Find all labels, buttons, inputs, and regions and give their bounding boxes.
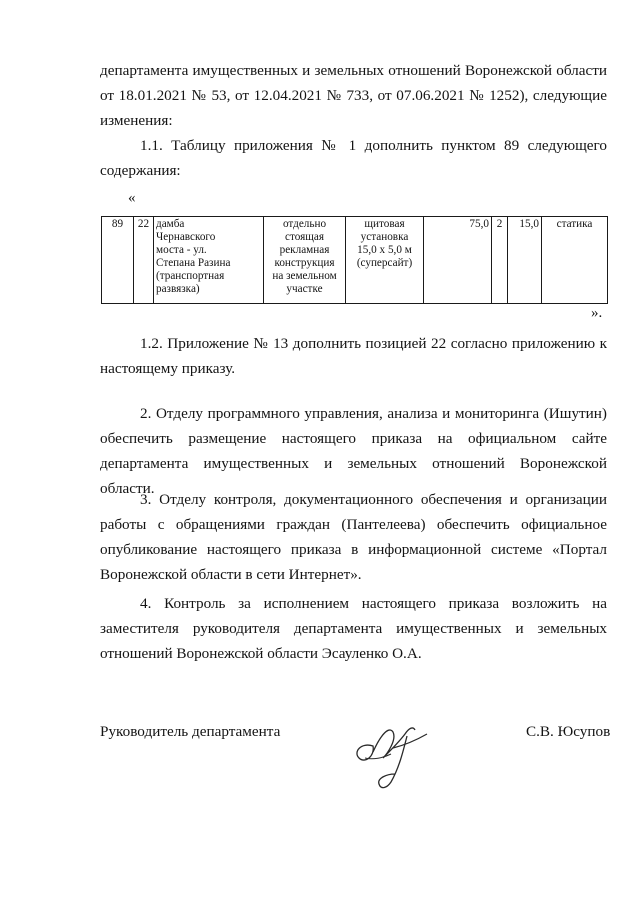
cell-line: (транспортная (156, 270, 225, 282)
advertising-structure-table (101, 216, 608, 304)
text-line: опубликование настоящего приказа в информационной системе «Портал (100, 541, 607, 558)
text-line: работы с обращениями граждан (Пантелеева) обеспечить официальное (100, 516, 607, 533)
cell-line: щитовая (364, 218, 405, 230)
text-line: 1.1. Таблицу приложения № 1 дополнить пунктом 89 следующего (140, 137, 607, 154)
text-line: департамента имущественных и земельных отношений Воронежской (100, 455, 607, 472)
text-line: 3. Отделу контроля, документационного обеспечения и организации (140, 491, 607, 508)
cell-line: Чернавского (156, 231, 216, 243)
table-cell-area: 75,0 (424, 217, 492, 304)
closing-quote: ». (591, 305, 603, 321)
text-line: заместителя руководителя департамента имущественных и земельных (100, 620, 607, 637)
table-cell-structure-type (264, 217, 346, 304)
item-1-1-paragraph (100, 133, 607, 183)
text-line: Воронежской области в сети Интернет». (100, 566, 362, 583)
cell-line: дамба (156, 218, 185, 230)
table-cell-field-area: 15,0 (508, 217, 542, 304)
cell-line: (суперсайт) (356, 257, 413, 269)
text-line: обеспечить размещение настоящего приказа на официальном сайте (100, 430, 607, 447)
cell-line: стоящая (285, 231, 324, 243)
cell-line: Степана Разина (156, 257, 231, 269)
text-line: области. (100, 480, 155, 497)
item-3-paragraph (100, 487, 607, 587)
cell-line: установка (360, 231, 409, 243)
text-line: 2. Отделу программного управления, анализа и мониторинга (Ишутин) (140, 405, 607, 422)
text-line: 1.2. Приложение № 13 дополнить позицией 22 согласно приложению к (140, 335, 607, 352)
text-line: департамента имущественных и земельных отношений Воронежской области (100, 62, 607, 79)
item-1-2-paragraph (100, 331, 607, 381)
table-cell-image-mode: статика (542, 217, 608, 304)
text-line: от 18.01.2021 № 53, от 12.04.2021 № 733, от 07.06.2021 № 1252), следующие (100, 87, 607, 104)
cell-line: моста - ул. (156, 244, 207, 256)
cell-line: на земельном (272, 270, 337, 282)
table-cell-number: 89 (102, 217, 134, 304)
table-cell-location (154, 217, 264, 304)
cell-line: участке (286, 283, 323, 295)
signatory-title: Руководитель департамента (100, 723, 281, 740)
cell-line: конструкция (274, 257, 335, 269)
text-line: 4. Контроль за исполнением настоящего приказа возложить на (140, 595, 607, 612)
cell-line: отдельно (282, 218, 327, 230)
signatory-name: С.В. Юсупов (526, 723, 611, 740)
handwritten-signature (343, 712, 438, 794)
cell-line: развязка) (156, 283, 200, 295)
text-line: отношений Воронежской области Эсауленко О.А. (100, 645, 422, 662)
item-4-paragraph (100, 591, 607, 666)
table-cell-sub-number: 22 (134, 217, 154, 304)
table-row (102, 217, 608, 304)
table-cell-sides: 2 (492, 217, 508, 304)
cell-line: 15,0 х 5,0 м (357, 244, 412, 256)
text-line: изменения: (100, 112, 173, 129)
intro-paragraph (100, 58, 607, 133)
table-cell-structure-kind (346, 217, 424, 304)
cell-line: рекламная (279, 244, 330, 256)
text-line: настоящему приказу. (100, 360, 236, 377)
opening-quote: « (128, 190, 136, 206)
item-2-paragraph (100, 401, 607, 501)
text-line: содержания: (100, 162, 181, 179)
